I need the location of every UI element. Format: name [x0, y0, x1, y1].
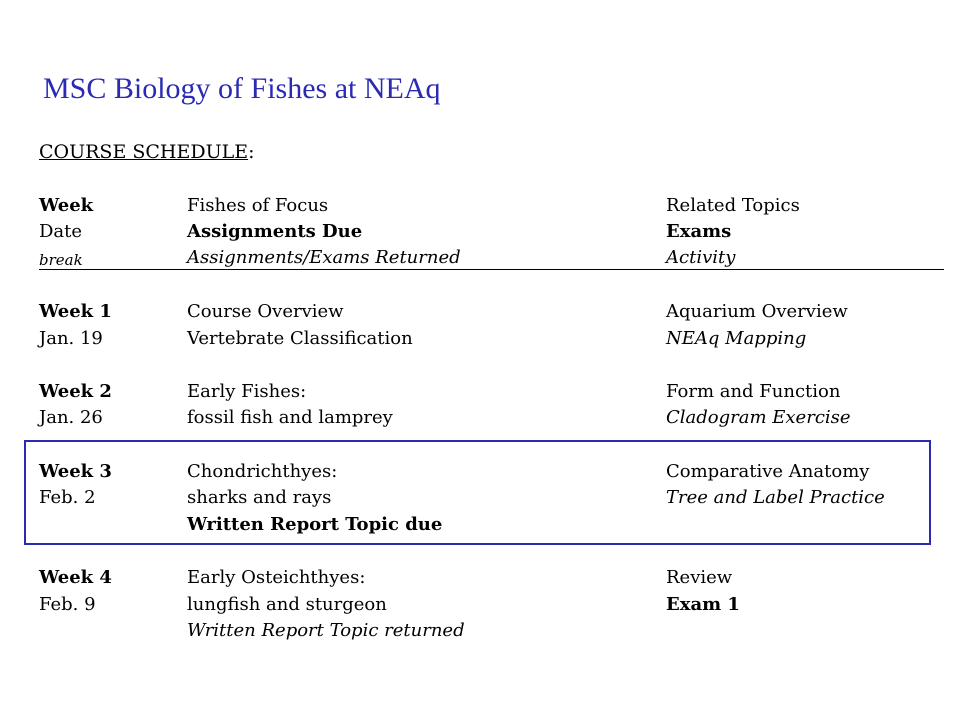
- header-related-topics: Related Topics: [666, 195, 800, 216]
- week-1-label: Week 1: [39, 301, 112, 322]
- week-3-date: Feb. 2: [39, 487, 96, 508]
- week-4-fishes: Early Osteichthyes:: [187, 567, 366, 588]
- week-3-label: Week 3: [39, 461, 112, 482]
- header-date: Date: [39, 221, 83, 242]
- week-4-detail: lungfish and sturgeon: [187, 594, 387, 615]
- week-3-activity: Tree and Label Practice: [666, 487, 885, 508]
- week-4-exam: Exam 1: [666, 594, 740, 615]
- header-exams: Exams: [666, 221, 732, 242]
- week-3-detail: sharks and rays: [187, 487, 332, 508]
- week-4-topic: Review: [666, 567, 733, 588]
- course-schedule-colon: :: [248, 141, 255, 163]
- week-2-activity: Cladogram Exercise: [666, 407, 851, 428]
- week-2-topic: Form and Function: [666, 381, 841, 402]
- week-2-fishes: Early Fishes:: [187, 381, 307, 402]
- course-schedule-label: COURSE SCHEDULE: [39, 141, 249, 163]
- week-3-topic: Comparative Anatomy: [666, 461, 870, 482]
- week-1-activity: NEAq Mapping: [666, 328, 807, 349]
- slide-title: MSC Biology of Fishes at NEAq: [43, 72, 441, 105]
- week-1-topic: Aquarium Overview: [666, 301, 848, 322]
- header-break: break: [39, 251, 83, 269]
- week-4-date: Feb. 9: [39, 594, 96, 615]
- week-2-label: Week 2: [39, 381, 112, 402]
- week-2-date: Jan. 26: [39, 407, 103, 428]
- week-1-date: Jan. 19: [39, 328, 103, 349]
- week-1-detail: Vertebrate Classification: [187, 328, 413, 349]
- course-schedule-heading: [39, 141, 255, 163]
- week-3-fishes: Chondrichthyes:: [187, 461, 338, 482]
- week-4-returned: Written Report Topic returned: [187, 620, 465, 641]
- week-3-assignment-due: Written Report Topic due: [187, 514, 443, 535]
- header-rule: [39, 269, 944, 270]
- header-assignments-due: Assignments Due: [187, 221, 363, 242]
- header-assignments-returned: Assignments/Exams Returned: [187, 247, 461, 268]
- header-week: Week: [39, 195, 94, 216]
- week-1-fishes: Course Overview: [187, 301, 344, 322]
- header-fishes-of-focus: Fishes of Focus: [187, 195, 329, 216]
- week-4-label: Week 4: [39, 567, 112, 588]
- week-2-detail: fossil fish and lamprey: [187, 407, 393, 428]
- header-activity: Activity: [666, 247, 736, 268]
